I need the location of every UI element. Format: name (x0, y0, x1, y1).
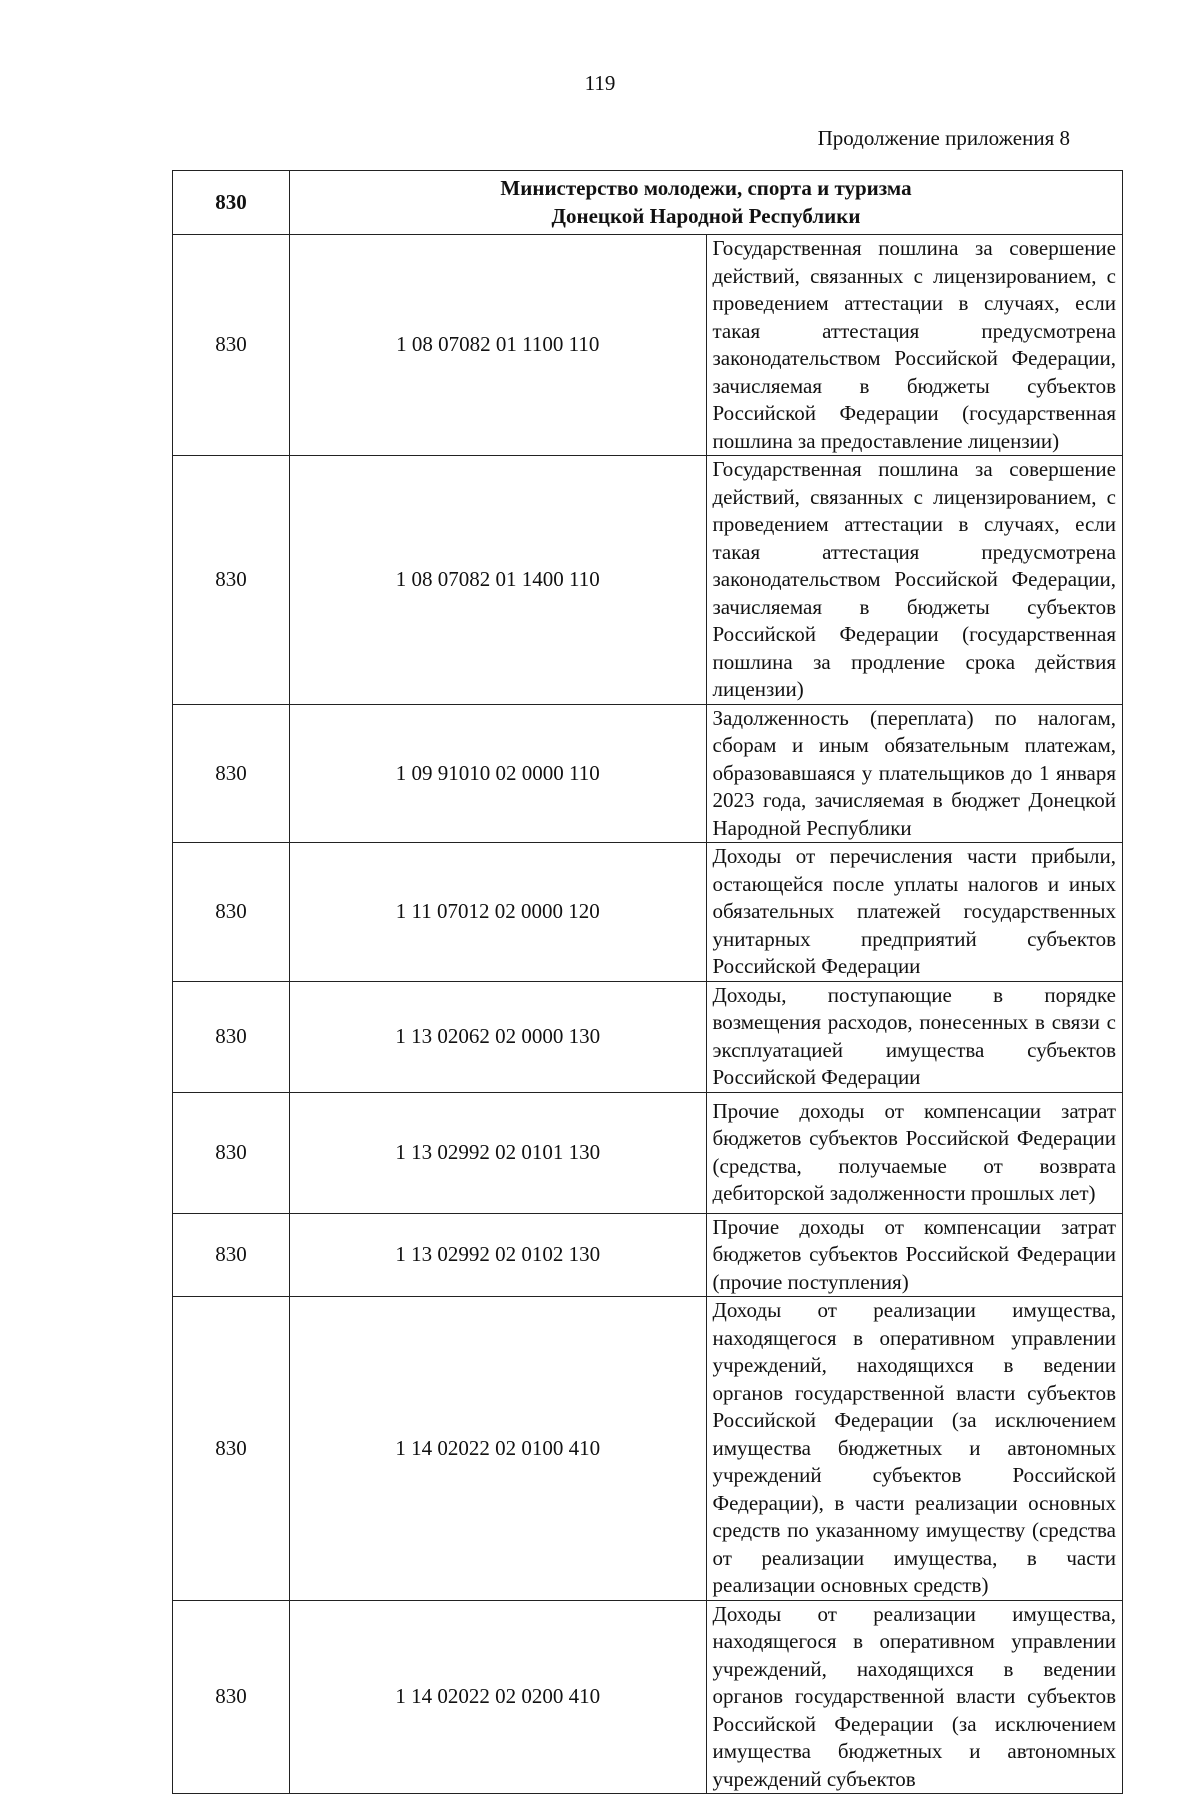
description-cell: Задолженность (переплата) по налогам, сборам и иным обязательным платежам, образовавшаяся у плательщиков до 1 января 2023 года, зачисляемая в бюджет Донецкой Народной Республики (706, 704, 1123, 843)
revenue-code-cell: 1 09 91010 02 0000 110 (290, 704, 707, 843)
description-cell: Государственная пошлина за совершение действий, связанных с лицензированием, с проведением аттестации в случаях, если такая аттестация предусмотрена законодательством Российской Федерации, зачисляемая в бюджеты субъектов Российской Федерации (государственная пошлина за продление срока действия лицензии) (706, 456, 1123, 705)
admin-code-cell: 830 (173, 1297, 290, 1601)
revenue-code-cell: 1 13 02992 02 0102 130 (290, 1213, 707, 1297)
description-cell: Прочие доходы от компенсации затрат бюджетов субъектов Российской Федерации (прочие поступления) (706, 1213, 1123, 1297)
table-row (173, 1213, 1123, 1297)
ministry-title-line-2: Донецкой Народной Республики (551, 203, 861, 228)
admin-code-cell: 830 (173, 1092, 290, 1213)
ministry-title (290, 171, 1123, 235)
revenue-code-cell: 1 14 02022 02 0200 410 (290, 1600, 707, 1794)
table-row (173, 843, 1123, 982)
table-row (173, 981, 1123, 1092)
revenue-code-cell: 1 13 02992 02 0101 130 (290, 1092, 707, 1213)
ministry-title-line-1: Министерство молодежи, спорта и туризма (500, 176, 912, 200)
admin-code-cell: 830 (173, 704, 290, 843)
admin-code-cell: 830 (173, 235, 290, 456)
table-row (173, 704, 1123, 843)
description-cell: Доходы от реализации имущества, находящегося в оперативном управлении учреждений, находящихся в ведении органов государственной власти субъектов Российской Федерации (за исключением имущества бюджетных и автономных учреждений субъектов Российской Федерации), в части реализации основных средств по указанному имуществу (средства от реализации имущества, в части реализации основных средств) (706, 1297, 1123, 1601)
admin-code-cell: 830 (173, 1213, 290, 1297)
description-cell: Доходы от реализации имущества, находящегося в оперативном управлении учреждений, находящихся в ведении органов государственной власти субъектов Российской Федерации (за исключением имущества бюджетных и автономных учреждений субъектов (706, 1600, 1123, 1794)
revenue-code-cell: 1 11 07012 02 0000 120 (290, 843, 707, 982)
revenue-code-cell: 1 14 02022 02 0100 410 (290, 1297, 707, 1601)
table-header-row (173, 171, 1123, 235)
description-cell: Доходы, поступающие в порядке возмещения расходов, понесенных в связи с эксплуатацией имущества субъектов Российской Федерации (706, 981, 1123, 1092)
table-row (173, 235, 1123, 456)
admin-code-cell: 830 (173, 1600, 290, 1794)
table-row (173, 456, 1123, 705)
description-cell: Прочие доходы от компенсации затрат бюджетов субъектов Российской Федерации (средства, получаемые от возврата дебиторской задолженности прошлых лет) (706, 1092, 1123, 1213)
description-cell: Доходы от перечисления части прибыли, остающейся после уплаты налогов и иных обязательных платежей государственных унитарных предприятий субъектов Российской Федерации (706, 843, 1123, 982)
description-cell: Государственная пошлина за совершение действий, связанных с лицензированием, с проведением аттестации в случаях, если такая аттестация предусмотрена законодательством Российской Федерации, зачисляемая в бюджеты субъектов Российской Федерации (государственная пошлина за предоставление лицензии) (706, 235, 1123, 456)
revenue-codes-table (172, 170, 1123, 1794)
header-admin-code: 830 (173, 171, 290, 235)
page-number: 119 (584, 71, 616, 95)
admin-code-cell: 830 (173, 981, 290, 1092)
admin-code-cell: 830 (173, 843, 290, 982)
appendix-continuation-note: Продолжение приложения 8 (817, 126, 1070, 150)
revenue-code-cell: 1 13 02062 02 0000 130 (290, 981, 707, 1092)
table-row (173, 1297, 1123, 1601)
revenue-code-cell: 1 08 07082 01 1100 110 (290, 235, 707, 456)
table-row (173, 1092, 1123, 1213)
revenue-code-cell: 1 08 07082 01 1400 110 (290, 456, 707, 705)
admin-code-cell: 830 (173, 456, 290, 705)
